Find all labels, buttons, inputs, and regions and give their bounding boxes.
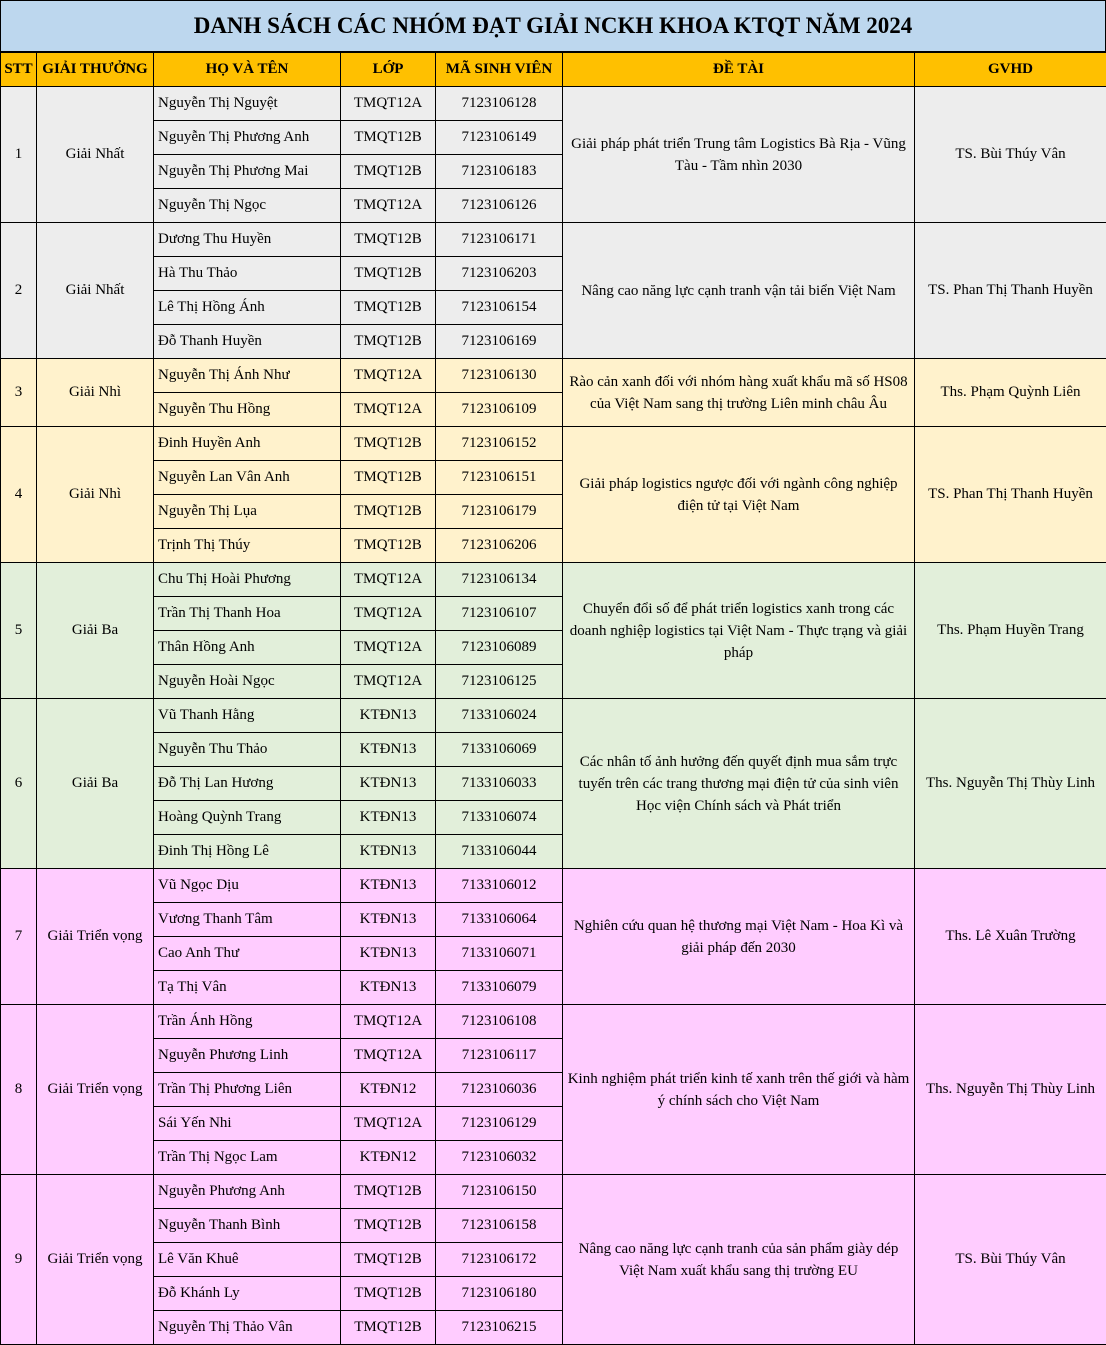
award-cell[interactable]: Giải Ba [37, 563, 154, 699]
award-cell[interactable]: Giải Nhì [37, 427, 154, 563]
member-name-cell[interactable]: Nguyễn Thị Thảo Vân [154, 1311, 341, 1345]
group-stt-cell[interactable]: 5 [1, 563, 37, 699]
member-id-cell[interactable]: 7123106203 [436, 257, 563, 291]
member-name-cell[interactable]: Đỗ Thanh Huyền [154, 325, 341, 359]
member-id-cell[interactable]: 7133106033 [436, 767, 563, 801]
member-name-cell[interactable]: Nguyễn Lan Vân Anh [154, 461, 341, 495]
member-id-cell[interactable]: 7123106171 [436, 223, 563, 257]
member-name-cell[interactable]: Hoàng Quỳnh Trang [154, 801, 341, 835]
member-name-cell[interactable]: Đinh Huyền Anh [154, 427, 341, 461]
member-name-cell[interactable]: Hà Thu Thảo [154, 257, 341, 291]
member-name-cell[interactable]: Nguyễn Thu Thảo [154, 733, 341, 767]
member-name-cell[interactable]: Nguyễn Thị Phương Anh [154, 121, 341, 155]
sheet-title: DANH SÁCH CÁC NHÓM ĐẠT GIẢI NCKH KHOA KTQT NĂM 2024 [0, 0, 1106, 52]
award-cell[interactable]: Giải Ba [37, 699, 154, 869]
member-id-cell[interactable]: 7123106128 [436, 87, 563, 121]
member-class-cell[interactable]: TMQT12A [341, 189, 436, 223]
member-id-cell[interactable]: 7123106172 [436, 1243, 563, 1277]
group-stt-cell[interactable]: 4 [1, 427, 37, 563]
member-id-cell[interactable]: 7123106117 [436, 1039, 563, 1073]
member-name-cell[interactable]: Sái Yến Nhi [154, 1107, 341, 1141]
advisor-cell[interactable]: Ths. Nguyễn Thị Thùy Linh [915, 1005, 1106, 1175]
member-name-cell[interactable]: Đỗ Thị Lan Hương [154, 767, 341, 801]
member-class-cell[interactable]: KTĐN13 [341, 937, 436, 971]
member-class-cell[interactable]: TMQT12A [341, 563, 436, 597]
member-class-cell[interactable]: TMQT12A [341, 631, 436, 665]
member-name-cell[interactable]: Dương Thu Huyền [154, 223, 341, 257]
advisor-cell[interactable]: Ths. Phạm Huyền Trang [915, 563, 1106, 699]
table-row [1, 427, 1106, 461]
table-row [1, 563, 1106, 597]
topic-cell[interactable]: Nghiên cứu quan hệ thương mại Việt Nam - Hoa Kì và giải pháp đến 2030 [563, 869, 915, 1005]
topic-cell[interactable]: Giải pháp logistics ngược đối với ngành công nghiệp điện tử tại Việt Nam [563, 427, 915, 563]
table-row [1, 1175, 1106, 1209]
member-class-cell[interactable]: TMQT12B [341, 495, 436, 529]
group-stt-cell[interactable]: 3 [1, 359, 37, 427]
member-class-cell[interactable]: TMQT12B [341, 223, 436, 257]
award-cell[interactable]: Giải Triển vọng [37, 1175, 154, 1345]
member-name-cell[interactable]: Chu Thị Hoài Phương [154, 563, 341, 597]
member-id-cell[interactable]: 7123106215 [436, 1311, 563, 1345]
member-class-cell[interactable]: TMQT12B [341, 1209, 436, 1243]
member-class-cell[interactable]: TMQT12A [341, 87, 436, 121]
member-id-cell[interactable]: 7133106024 [436, 699, 563, 733]
member-name-cell[interactable]: Đinh Thị Hồng Lê [154, 835, 341, 869]
member-id-cell[interactable]: 7123106125 [436, 665, 563, 699]
member-class-cell[interactable]: KTĐN13 [341, 869, 436, 903]
member-name-cell[interactable]: Tạ Thị Vân [154, 971, 341, 1005]
topic-cell[interactable]: Các nhân tố ảnh hưởng đến quyết định mua sắm trực tuyến trên các trang thương mại điện tử của sinh viên Học viện Chính sách và Phát triển [563, 699, 915, 869]
member-class-cell[interactable]: KTĐN13 [341, 767, 436, 801]
member-name-cell[interactable]: Nguyễn Thanh Bình [154, 1209, 341, 1243]
member-class-cell[interactable]: TMQT12A [341, 1039, 436, 1073]
topic-cell[interactable]: Rào cản xanh đối với nhóm hàng xuất khẩu mã số HS08 của Việt Nam sang thị trường Liên minh châu Âu [563, 359, 915, 427]
member-id-cell[interactable]: 7123106154 [436, 291, 563, 325]
table-row [1, 1005, 1106, 1039]
advisor-cell[interactable]: Ths. Lê Xuân Trường [915, 869, 1106, 1005]
member-name-cell[interactable]: Đỗ Khánh Ly [154, 1277, 341, 1311]
topic-cell[interactable]: Kinh nghiệm phát triển kinh tế xanh trên thế giới và hàm ý chính sách cho Việt Nam [563, 1005, 915, 1175]
header-stt[interactable]: STT [1, 53, 37, 87]
member-name-cell[interactable]: Nguyễn Thị Phương Mai [154, 155, 341, 189]
member-name-cell[interactable]: Lê Văn Khuê [154, 1243, 341, 1277]
member-class-cell[interactable]: TMQT12B [341, 325, 436, 359]
table-row [1, 87, 1106, 121]
member-name-cell[interactable]: Nguyễn Thị Ánh Như [154, 359, 341, 393]
member-id-cell[interactable]: 7123106089 [436, 631, 563, 665]
award-table [0, 52, 1106, 1345]
member-class-cell[interactable]: TMQT12A [341, 393, 436, 427]
header-name[interactable]: HỌ VÀ TÊN [154, 53, 341, 87]
advisor-cell[interactable]: Ths. Nguyễn Thị Thùy Linh [915, 699, 1106, 869]
award-cell[interactable]: Giải Triển vọng [37, 869, 154, 1005]
topic-cell[interactable]: Nâng cao năng lực cạnh tranh vận tải biển Việt Nam [563, 223, 915, 359]
member-name-cell[interactable]: Trần Thị Ngọc Lam [154, 1141, 341, 1175]
member-id-cell[interactable]: 7133106069 [436, 733, 563, 767]
table-row [1, 223, 1106, 257]
member-name-cell[interactable]: Nguyễn Phương Anh [154, 1175, 341, 1209]
member-name-cell[interactable]: Vũ Thanh Hằng [154, 699, 341, 733]
topic-cell[interactable]: Giải pháp phát triển Trung tâm Logistics Bà Rịa - Vũng Tàu - Tầm nhìn 2030 [563, 87, 915, 223]
member-class-cell[interactable]: TMQT12A [341, 359, 436, 393]
member-name-cell[interactable]: Nguyễn Phương Linh [154, 1039, 341, 1073]
member-id-cell[interactable]: 7123106108 [436, 1005, 563, 1039]
advisor-cell[interactable]: TS. Phan Thị Thanh Huyền [915, 427, 1106, 563]
member-name-cell[interactable]: Lê Thị Hồng Ánh [154, 291, 341, 325]
award-cell[interactable]: Giải Nhất [37, 223, 154, 359]
group-stt-cell[interactable]: 9 [1, 1175, 37, 1345]
member-class-cell[interactable]: TMQT12A [341, 1005, 436, 1039]
member-class-cell[interactable]: TMQT12B [341, 291, 436, 325]
member-id-cell[interactable]: 7133106064 [436, 903, 563, 937]
member-id-cell[interactable]: 7123106180 [436, 1277, 563, 1311]
member-name-cell[interactable]: Nguyễn Hoài Ngọc [154, 665, 341, 699]
header-award[interactable]: GIẢI THƯỞNG [37, 53, 154, 87]
member-id-cell[interactable]: 7123106032 [436, 1141, 563, 1175]
member-class-cell[interactable]: KTĐN12 [341, 1073, 436, 1107]
member-class-cell[interactable]: TMQT12B [341, 121, 436, 155]
advisor-cell[interactable]: TS. Bùi Thúy Vân [915, 87, 1106, 223]
member-class-cell[interactable]: TMQT12B [341, 427, 436, 461]
member-id-cell[interactable]: 7123106150 [436, 1175, 563, 1209]
member-name-cell[interactable]: Nguyễn Thị Lụa [154, 495, 341, 529]
member-name-cell[interactable]: Cao Anh Thư [154, 937, 341, 971]
member-name-cell[interactable]: Vương Thanh Tâm [154, 903, 341, 937]
member-id-cell[interactable]: 7123106169 [436, 325, 563, 359]
member-id-cell[interactable]: 7133106044 [436, 835, 563, 869]
topic-cell[interactable]: Chuyển đổi số để phát triển logistics xanh trong các doanh nghiệp logistics tại Việt Nam - Thực trạng và giải pháp [563, 563, 915, 699]
member-class-cell[interactable]: TMQT12B [341, 257, 436, 291]
group-stt-cell[interactable]: 1 [1, 87, 37, 223]
member-name-cell[interactable]: Trịnh Thị Thúy [154, 529, 341, 563]
member-class-cell[interactable]: TMQT12B [341, 461, 436, 495]
member-id-cell[interactable]: 7123106152 [436, 427, 563, 461]
table-row [1, 699, 1106, 733]
member-class-cell[interactable]: KTĐN12 [341, 1141, 436, 1175]
group-stt-cell[interactable]: 8 [1, 1005, 37, 1175]
topic-cell[interactable]: Nâng cao năng lực cạnh tranh của sản phẩm giày dép Việt Nam xuất khẩu sang thị trường EU [563, 1175, 915, 1345]
member-name-cell[interactable]: Vũ Ngọc Dịu [154, 869, 341, 903]
member-class-cell[interactable]: TMQT12A [341, 1107, 436, 1141]
member-id-cell[interactable]: 7123106109 [436, 393, 563, 427]
member-id-cell[interactable]: 7123106126 [436, 189, 563, 223]
member-id-cell[interactable]: 7123106130 [436, 359, 563, 393]
member-id-cell[interactable]: 7123106183 [436, 155, 563, 189]
member-id-cell[interactable]: 7123106129 [436, 1107, 563, 1141]
member-class-cell[interactable]: TMQT12B [341, 1243, 436, 1277]
member-class-cell[interactable]: TMQT12B [341, 155, 436, 189]
award-cell[interactable]: Giải Triển vọng [37, 1005, 154, 1175]
member-class-cell[interactable]: TMQT12B [341, 529, 436, 563]
header-class[interactable]: LỚP [341, 53, 436, 87]
header-row [1, 53, 1106, 87]
advisor-cell[interactable]: TS. Bùi Thúy Vân [915, 1175, 1106, 1345]
member-id-cell[interactable]: 7133106071 [436, 937, 563, 971]
member-class-cell[interactable]: TMQT12A [341, 665, 436, 699]
member-name-cell[interactable]: Trần Thị Phương Liên [154, 1073, 341, 1107]
table-row [1, 359, 1106, 393]
member-name-cell[interactable]: Thân Hồng Anh [154, 631, 341, 665]
member-id-cell[interactable]: 7123106179 [436, 495, 563, 529]
group-stt-cell[interactable]: 2 [1, 223, 37, 359]
group-stt-cell[interactable]: 7 [1, 869, 37, 1005]
member-name-cell[interactable]: Trần Ánh Hồng [154, 1005, 341, 1039]
member-name-cell[interactable]: Nguyễn Thị Ngọc [154, 189, 341, 223]
member-class-cell[interactable]: KTĐN13 [341, 971, 436, 1005]
member-class-cell[interactable]: TMQT12B [341, 1277, 436, 1311]
member-class-cell[interactable]: TMQT12B [341, 1311, 436, 1345]
member-id-cell[interactable]: 7123106149 [436, 121, 563, 155]
advisor-cell[interactable]: Ths. Phạm Quỳnh Liên [915, 359, 1106, 427]
member-id-cell[interactable]: 7123106036 [436, 1073, 563, 1107]
member-id-cell[interactable]: 7123106151 [436, 461, 563, 495]
member-class-cell[interactable]: KTĐN13 [341, 733, 436, 767]
member-class-cell[interactable]: TMQT12B [341, 1175, 436, 1209]
advisor-cell[interactable]: TS. Phan Thị Thanh Huyền [915, 223, 1106, 359]
award-cell[interactable]: Giải Nhì [37, 359, 154, 427]
member-name-cell[interactable]: Nguyễn Thu Hồng [154, 393, 341, 427]
member-id-cell[interactable]: 7123106158 [436, 1209, 563, 1243]
member-id-cell[interactable]: 7133106074 [436, 801, 563, 835]
member-class-cell[interactable]: KTĐN13 [341, 835, 436, 869]
group-stt-cell[interactable]: 6 [1, 699, 37, 869]
award-cell[interactable]: Giải Nhất [37, 87, 154, 223]
table-body [1, 87, 1106, 1345]
member-class-cell[interactable]: TMQT12A [341, 597, 436, 631]
table-row [1, 869, 1106, 903]
header-student-id[interactable]: MÃ SINH VIÊN [436, 53, 563, 87]
member-name-cell[interactable]: Trần Thị Thanh Hoa [154, 597, 341, 631]
member-id-cell[interactable]: 7123106134 [436, 563, 563, 597]
member-id-cell[interactable]: 7133106079 [436, 971, 563, 1005]
member-id-cell[interactable]: 7123106206 [436, 529, 563, 563]
member-class-cell[interactable]: KTĐN13 [341, 903, 436, 937]
member-class-cell[interactable]: KTĐN13 [341, 699, 436, 733]
header-topic[interactable]: ĐỀ TÀI [563, 53, 915, 87]
member-class-cell[interactable]: KTĐN13 [341, 801, 436, 835]
header-advisor[interactable]: GVHD [915, 53, 1106, 87]
member-id-cell[interactable]: 7123106107 [436, 597, 563, 631]
member-name-cell[interactable]: Nguyễn Thị Nguyệt [154, 87, 341, 121]
member-id-cell[interactable]: 7133106012 [436, 869, 563, 903]
